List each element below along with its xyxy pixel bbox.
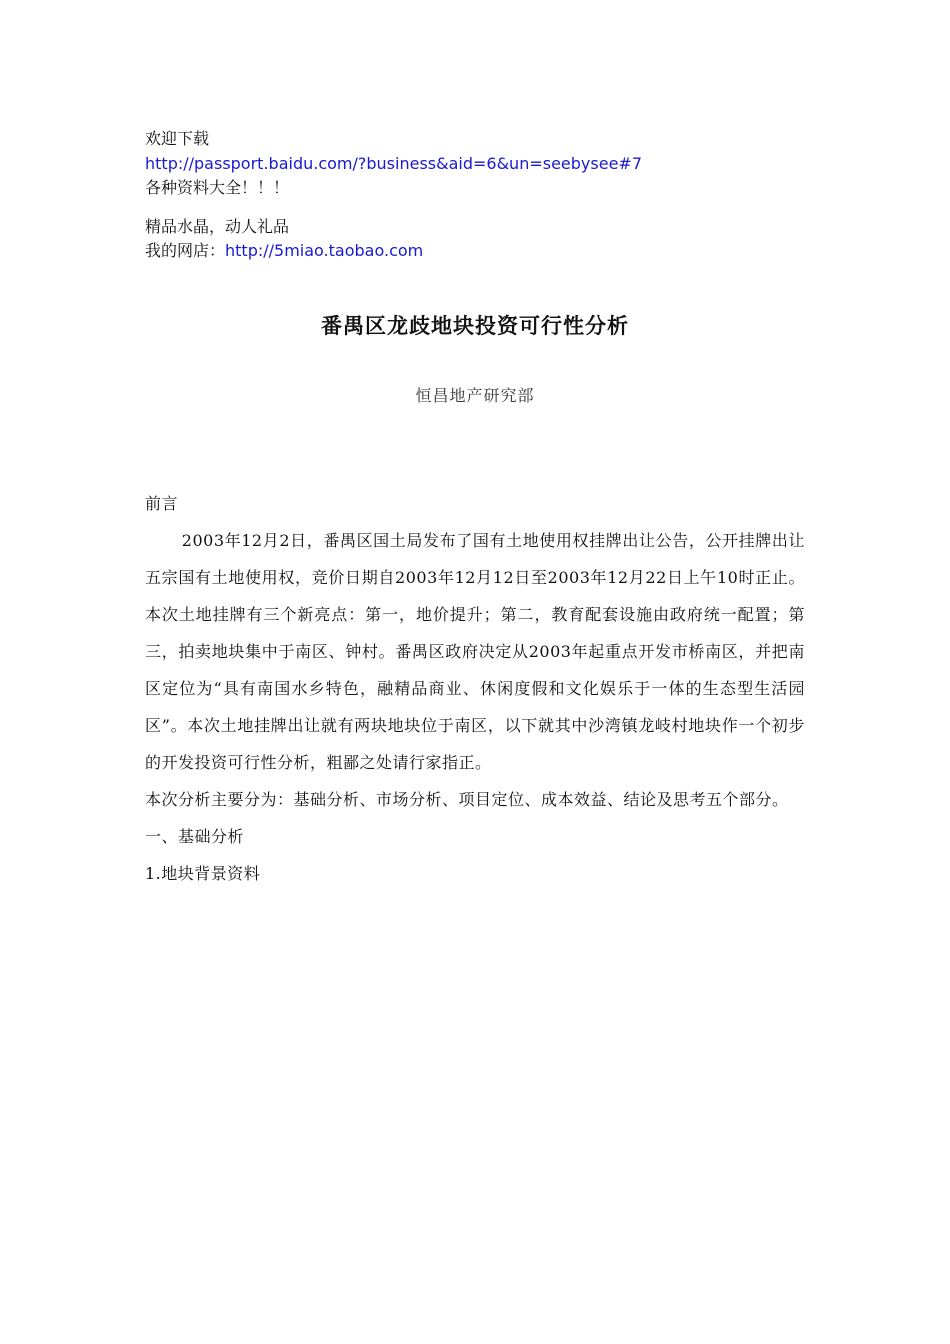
crystal-text: 精品水晶，动人礼品 [145,216,290,236]
materials-text: 各种资料大全！！！ [145,178,290,197]
welcome-text: 欢迎下载 [145,129,210,148]
download-link[interactable]: http://passport.baidu.com/?business&aid=6&un=seebysee#7 [145,153,642,173]
document-body [145,485,805,892]
document-author: 恒昌地产研究部 [415,386,535,405]
paragraph-1: 2003年12月2日，番禺区国土局发布了国有土地使用权挂牌出让公告，公开挂牌出让五宗国有土地使用权，竞价日期自2003年12月12日至2003年12月22日上午10时正止。本次土地挂牌有三个新亮点：第一，地价提升；第二，教育配套设施由政府统一配置；第三，拍卖地块集中于南区、钟村。番禺区政府决定从2003年起重点开发市桥南区，并把南区定位为“具有南国水乡特色，融精品商业、休闲度假和文化娱乐于一体的生态型生活园区”。本次土地挂牌出让就有两块地块位于南区，以下就其中沙湾镇龙岐村地块作一个初步的开发投资可行性分析，粗鄙之处请行家指正。 [145,531,805,772]
header-notice [145,127,845,264]
shop-link[interactable]: http://5miao.taobao.com [225,241,424,260]
section-heading-1: 一、基础分析 [145,827,245,846]
spacer [145,201,845,215]
shop-label: 我的网店： [145,241,226,260]
subsection-heading-1: 1.地块背景资料 [145,864,261,883]
paragraph-2: 本次分析主要分为：基础分析、市场分析、项目定位、成本效益、结论及思考五个部分。 [145,790,789,809]
preface-heading: 前言 [145,494,179,513]
document-title: 番禺区龙歧地块投资可行性分析 [321,313,629,338]
